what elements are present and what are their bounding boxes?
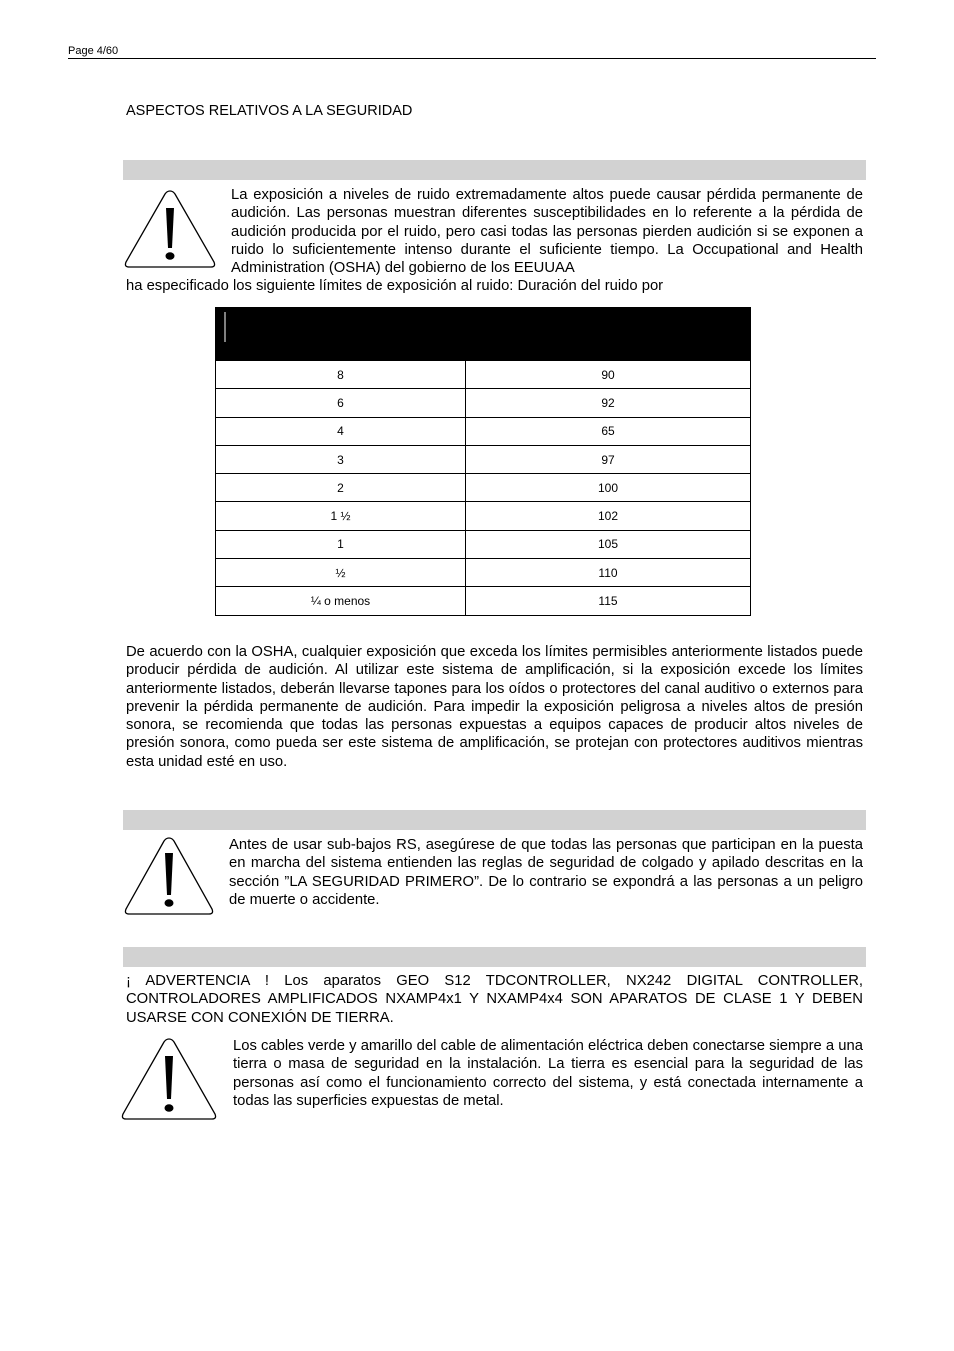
warning-triangle-icon <box>123 188 217 270</box>
noise-paragraph-wrapped: La exposición a niveles de ruido extremadamente altos puede causar pérdida permanente de audición. Las personas muestran diferentes susceptibilidades en lo referente a la pérdida de audición producida por el ruido, pero casi todas las personas pierden audición si se exponen a ruido lo suficientemente intenso durante el suficiente tiempo. La Occupational and Health Administration (OSHA) del gobierno de los EEUUAA <box>231 187 863 277</box>
table-row <box>216 361 751 389</box>
osha-paragraph: De acuerdo con la OSHA, cualquier exposición que exceda los límites permisibles anteriormente listados puede producir pérdida de audición. Al utilizar este sistema de amplificación, si la exposición excede los límites anteriormente listados, deberán llevarse tapones para los oídos o protectores del canal auditivo o externos para prevenir la pérdida permanente de audición. Para impedir la exposición peligrosa a niveles altos de presión sonora, se recomienda que todas las personas expuestas a equipos capaces de producir altos niveles de presión sonora, como pueda ser este sistema de amplificación, se protejan con protectores auditivos mientras esta unidad esté en uso. <box>126 644 863 770</box>
table-row <box>216 417 751 445</box>
duration-cell: ½ <box>216 559 466 587</box>
duration-cell: 4 <box>216 417 466 445</box>
level-cell: 90 <box>466 361 751 389</box>
section-bar-noise <box>123 160 866 180</box>
warning-triangle-icon <box>123 835 215 917</box>
earth-warning-paragraph: ¡ ADVERTENCIA ! Los aparatos GEO S12 TDCONTROLLER, NX242 DIGITAL CONTROLLER, CONTROLADORES AMPLIFICADOS NXAMP4x1 Y NXAMP4x4 SON APARATOS DE CLASE 1 Y DEBEN USARSE CON CONEXIÓN DE TIERRA. <box>126 973 863 1026</box>
warning-triangle-icon <box>120 1036 218 1122</box>
section-title: ASPECTOS RELATIVOS A LA SEGURIDAD <box>126 103 413 119</box>
duration-cell: 6 <box>216 389 466 417</box>
duration-cell: 3 <box>216 445 466 473</box>
table-header-duration <box>216 308 466 361</box>
table-row <box>216 474 751 502</box>
page-number: Page 4/60 <box>68 45 119 57</box>
section-bar-earth <box>123 947 866 967</box>
table-row <box>216 587 751 615</box>
section-bar-rigging <box>123 810 866 830</box>
level-cell: 102 <box>466 502 751 530</box>
duration-cell: ¼ o menos <box>216 587 466 615</box>
duration-cell: 8 <box>216 361 466 389</box>
level-cell: 100 <box>466 474 751 502</box>
table-row <box>216 445 751 473</box>
level-cell: 97 <box>466 445 751 473</box>
level-cell: 65 <box>466 417 751 445</box>
header-mark <box>224 312 226 342</box>
level-cell: 115 <box>466 587 751 615</box>
table-row <box>216 389 751 417</box>
level-cell: 92 <box>466 389 751 417</box>
page-header <box>68 45 876 59</box>
noise-paragraph-full: ha especificado los siguiente límites de exposición al ruido: Duración del ruido por <box>126 278 664 294</box>
rigging-paragraph: Antes de usar sub-bajos RS, asegúrese de que todas las personas que participan en la puesta en marcha del sistema entienden las reglas de seguridad de colgado y apilado descritas en la sección ”LA SEGURIDAD PRIMERO”. De lo contrario se expondrá a las personas a un peligro de muerte o accidente. <box>229 837 863 908</box>
table-row <box>216 502 751 530</box>
table-row <box>216 559 751 587</box>
table-row <box>216 530 751 558</box>
level-cell: 110 <box>466 559 751 587</box>
level-cell: 105 <box>466 530 751 558</box>
duration-cell: 2 <box>216 474 466 502</box>
duration-cell: 1 <box>216 530 466 558</box>
noise-exposure-table <box>215 307 751 616</box>
table-header-level <box>466 308 751 361</box>
duration-cell: 1 ½ <box>216 502 466 530</box>
earth-paragraph: Los cables verde y amarillo del cable de alimentación eléctrica deben conectarse siempre a una tierra o masa de seguridad en la instalación. La tierra es esencial para la seguridad de las personas así como el funcionamiento correcto del sistema, y está conectada internamente a todas las superficies expuestas de metal. <box>233 1038 863 1109</box>
